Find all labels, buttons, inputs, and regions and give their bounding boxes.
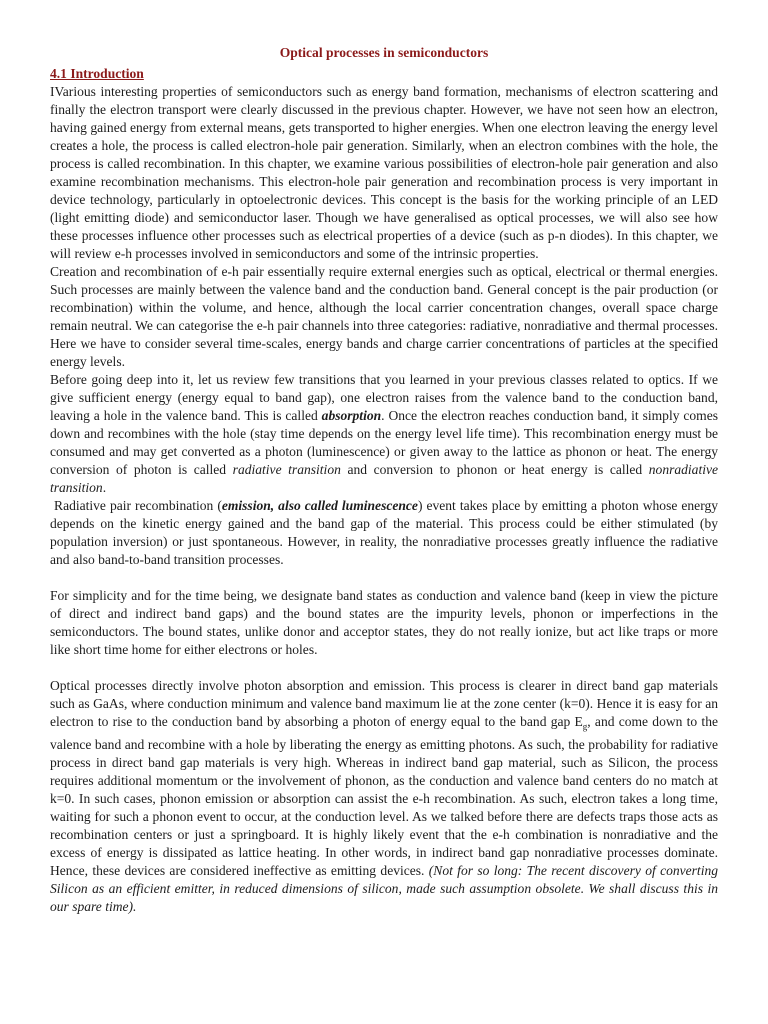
document-title: Optical processes in semiconductors: [279, 45, 489, 60]
paragraph-3: [50, 371, 718, 497]
paragraph-6-text-b: , and come down to the valence band and recombine with a hole by liberating the energy as emitting photons. As such, the probability for radiative process in direct band gap materials is very high. Whereas in indirect band gap material, such as Silicon, the process requires additional momentum or the involvement of phonon, as the conduction and valence band centers do no match at k=0. In such cases, phonon emission or absorption can assist the e-h recombination. As such, electron takes a long time, waiting for such a phonon event to occur, at the conduction level. As we talked before there are defects traps those acts as recombination centers or just a springboard. It is highly likely event that the e-h combination is nonradiative and the excess of energy is dissipated as lattice heating. In other words, in indirect band gap nonradiative processes dominate. Hence, these devices are considered ineffective as emitting devices.: [50, 714, 718, 878]
paragraph-spacer: [50, 569, 718, 587]
term-absorption: absorption: [321, 408, 382, 423]
paragraph-4: [50, 497, 718, 569]
document-page: [50, 44, 718, 916]
italic-note: (Not for so long: The recent discovery of converting Silicon as an efficient emitter, in reduced dimensions of silicon, made such assumption obsolete. We shall discuss this in our spare time).: [50, 862, 718, 914]
paragraph-3-text-d: .: [102, 480, 107, 495]
term-emission: emission, also called luminescence: [221, 498, 418, 513]
paragraph-6-text-a: Optical processes directly involve photon absorption and emission. This process is clearer in direct band gap materials such as GaAs, where conduction minimum and valence band maximum lie at the zone center (k=0). Hence it is easy for an electron to rise to the conduction band by absorbing a photon of energy equal to the band gap E: [50, 678, 718, 729]
paragraph-spacer: [50, 659, 718, 677]
term-radiative-transition: radiative transition: [232, 462, 341, 477]
paragraph-1: IVarious interesting properties of semiconductors such as energy band formation, mechanisms of electron scattering and finally the electron transport were clearly discussed in the previous chapter. However, we have not seen how an electron, having gained energy from external means, gets transported to higher energies. When one electron leaving the energy level creates a hole, the process is called electron-hole pair generation. Similarly, when an electron combines with the hole, the process is called recombination. In this chapter, we examine various possibilities of electron-hole pair generation and also examine recombination mechanisms. This electron-hole pair generation and recombination process is very important in device technology, particularly in optoelectronic devices. This concept is the basis for the working principle of an LED (light emitting diode) and semiconductor laser. Though we have generalised as optical processes, we will also see how these processes influence other processes such as electrical properties of a device (such as p-n diodes). In this chapter, we will review e-h processes involved in semiconductors and some of the intrinsic properties.: [50, 84, 718, 261]
term-nonradiative-transition: nonradiative transition: [50, 462, 718, 495]
paragraph-4-text-b: ) event takes place by emitting a photon whose energy depends on the kinetic energy gained and the band gap of the material. This process could be either stimulated (by population inversion) or just spontaneous. However, in reality, the nonradiative processes greatly influence the radiative and also band-to-band transition processes.: [50, 498, 719, 567]
paragraph-2: Creation and recombination of e-h pair essentially require external energies such as optical, electrical or thermal energies. Such processes are mainly between the valence band and the conduction band. General concept is the pair production (or recombination) within the volume, and hence, although the local carrier concentration changes, overall space charge remain neutral. We can categorise the e-h pair channels into three categories: radiative, nonradiative and thermal processes. Here we have to consider several time-scales, energy bands and charge carrier concentrations of particles at the specified energy levels.: [50, 264, 718, 369]
paragraph-3-text-a: Before going deep into it, let us review few transitions that you learned in your previous classes related to optics. If we give sufficient energy (energy equal to band gap), one electron raises from the valence band to the conduction band, leaving a hole in the valence band. This is called: [50, 372, 718, 423]
paragraph-5: For simplicity and for the time being, we designate band states as conduction and valence band (keep in view the picture of direct and indirect band gaps) and the bound states are the impurity levels, phonon or imperfections in the semiconductors. The bound states, unlike donor and acceptor states, they do not really ionize, but act like traps or more like short time home for either electrons or holes.: [50, 588, 718, 657]
subscript-g: g: [582, 721, 588, 732]
paragraph-3-text-b: . Once the electron reaches conduction band, it simply comes down and recombines with the hole (stay time depends on the energy level life time). This recombination energy must be consumed and may get converted as a photon (luminescence) or given away to the lattice as phonon or heat. The energy conversion of photon is called: [50, 408, 718, 477]
paragraph-4-text-a: Radiative pair recombination (: [50, 498, 222, 513]
paragraph-6: [50, 677, 718, 916]
paragraph-3-text-c: and conversion to phonon or heat energy is called: [340, 462, 649, 477]
section-heading: 4.1 Introduction: [50, 66, 144, 81]
